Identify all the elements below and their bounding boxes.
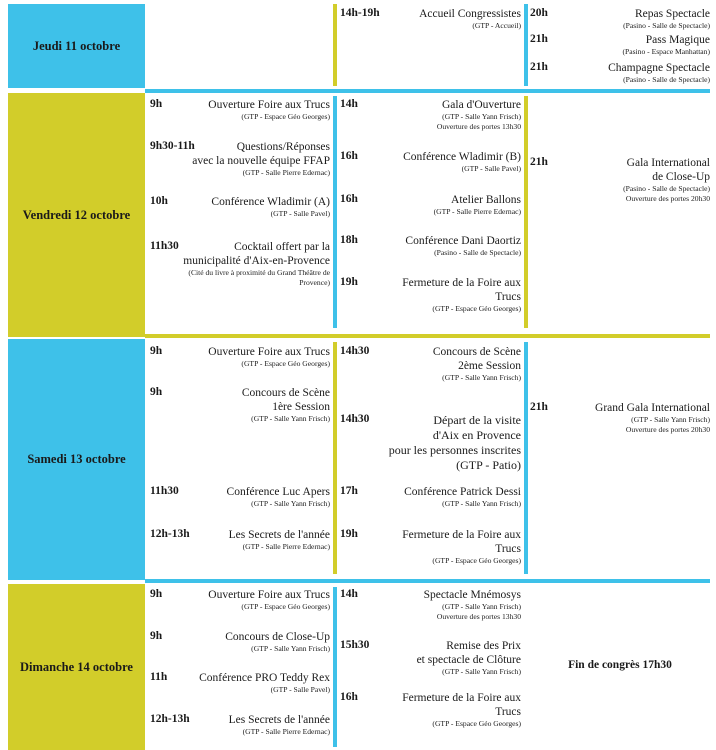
event-time: 21h <box>530 33 548 45</box>
event-location: (GTP - Salle Pierre Edernac) <box>242 727 330 736</box>
event <box>150 140 330 178</box>
event <box>530 658 710 672</box>
event <box>150 240 330 288</box>
event-time: 11h30 <box>150 485 179 497</box>
event-title: Accueil Congressistes <box>419 8 521 20</box>
event <box>530 401 710 435</box>
event-time: 9h30-11h <box>150 140 195 152</box>
event-title: Fermeture de la Foire aux Trucs <box>402 277 521 303</box>
event-location: (GTP - Salle Yann Frisch) Ouverture des portes 13h30 <box>436 602 521 621</box>
event-time: 20h <box>530 7 548 19</box>
event <box>340 276 521 314</box>
event-location: (GTP - Salle Pavel) <box>270 685 330 694</box>
event-location: (GTP - Salle Yann Frisch) <box>251 499 330 508</box>
event-location: (GTP - Espace Géo Georges) <box>241 602 330 611</box>
event-location: (Pasino - Salle de Spectacle) <box>434 248 521 257</box>
event-time: 14h30 <box>340 345 370 357</box>
event <box>150 345 330 369</box>
event-location: (Pasino - Espace Manhattan) <box>622 47 710 56</box>
event-title: Conférence Wladimir (B) <box>403 151 521 163</box>
separator-line <box>145 89 710 93</box>
event-title: Cocktail offert par la municipalité d'Aix-en-Provence <box>183 241 330 267</box>
event-location: (GTP - Salle Yann Frisch) <box>251 644 330 653</box>
event-location: (GTP - Espace Géo Georges) <box>432 304 521 313</box>
event-time: 11h30 <box>150 240 179 252</box>
event <box>150 630 330 654</box>
event-title: Remise des Prix et spectacle de Clôture <box>416 640 521 666</box>
event <box>150 713 330 737</box>
column-divider <box>524 96 528 328</box>
day-label-saturday: Samedi 13 octobre <box>8 339 145 580</box>
event-title: Conférence Wladimir (A) <box>211 196 330 208</box>
event-time: 9h <box>150 98 163 110</box>
event <box>530 61 710 85</box>
event-location: (Pasino - Salle de Spectacle) <box>623 21 710 30</box>
event-title: Grand Gala International <box>595 402 710 414</box>
separator-line <box>145 579 710 583</box>
event-location: (Pasino - Salle de Spectacle) Ouverture des portes 20h30 <box>623 184 710 203</box>
event-time: 19h <box>340 528 358 540</box>
event-location: (GTP - Accueil) <box>472 21 521 30</box>
event-title: Gala International de Close-Up <box>626 157 710 183</box>
event <box>150 98 330 122</box>
event <box>150 485 330 509</box>
event-time: 12h-13h <box>150 713 190 725</box>
event-title: Ouverture Foire aux Trucs <box>208 99 330 111</box>
event <box>340 7 521 31</box>
event-location: (Cité du livre à proximité du Grand Théâtre de Provence) <box>188 268 330 287</box>
event-time: 19h <box>340 276 358 288</box>
event <box>340 345 521 383</box>
event-location: (GTP - Espace Géo Georges) <box>241 112 330 121</box>
event <box>340 150 521 174</box>
event-location: (GTP - Salle Yann Frisch) <box>442 373 521 382</box>
day-label-friday: Vendredi 12 octobre <box>8 93 145 337</box>
event-location: (GTP - Espace Géo Georges) <box>432 719 521 728</box>
event-location: (GTP - Salle Yann Frisch) Ouverture des portes 13h30 <box>436 112 521 131</box>
event-title: Atelier Ballons <box>451 194 521 206</box>
event <box>340 485 521 509</box>
event-location: (GTP - Salle Pavel) <box>461 164 521 173</box>
event-time: 12h-13h <box>150 528 190 540</box>
event-time: 14h <box>340 98 358 110</box>
event-title: Repas Spectacle <box>634 8 710 20</box>
event-title: Départ de la visite d'Aix en Provence pour les personnes inscrites (GTP - Patio) <box>388 413 521 472</box>
event-location: (GTP - Espace Géo Georges) <box>432 556 521 565</box>
event-location: (GTP - Espace Géo Georges) <box>241 359 330 368</box>
event <box>340 528 521 566</box>
event-title: Conférence Patrick Dessi <box>404 486 521 498</box>
event-title: Les Secrets de l'année <box>228 529 330 541</box>
day-label-thursday: Jeudi 11 octobre <box>8 4 145 88</box>
event-time: 18h <box>340 234 358 246</box>
event <box>150 671 330 695</box>
event-time: 9h <box>150 588 163 600</box>
event-title: Conférence PRO Teddy Rex <box>199 672 330 684</box>
event-time: 14h <box>340 588 358 600</box>
column-divider <box>333 587 337 747</box>
event-title: Questions/Réponses avec la nouvelle équipe FFAP <box>192 141 330 167</box>
event-title: Fermeture de la Foire aux Trucs <box>402 692 521 718</box>
event-location: (GTP - Salle Pierre Edernac) <box>433 207 521 216</box>
event-location: (GTP - Salle Yann Frisch) Ouverture des portes 20h30 <box>625 415 710 434</box>
event-time: 9h <box>150 630 163 642</box>
day-label-sunday: Dimanche 14 octobre <box>8 584 145 750</box>
event <box>340 639 521 677</box>
column-divider <box>524 342 528 574</box>
event-title: Ouverture Foire aux Trucs <box>208 346 330 358</box>
event <box>340 691 521 729</box>
event <box>150 386 330 424</box>
event <box>150 195 330 219</box>
event-title: Les Secrets de l'année <box>228 714 330 726</box>
event <box>340 234 521 258</box>
column-divider <box>333 342 337 574</box>
event-title: Conférence Dani Daortiz <box>405 235 521 247</box>
event-time: 9h <box>150 345 163 357</box>
event-title: Concours de Close-Up <box>225 631 330 643</box>
event-title: Ouverture Foire aux Trucs <box>208 589 330 601</box>
event-location: (GTP - Salle Yann Frisch) <box>442 667 521 676</box>
event-location: (GTP - Salle Yann Frisch) <box>251 414 330 423</box>
event-title: Spectacle Mnémosys <box>423 589 521 601</box>
event-title: Fermeture de la Foire aux Trucs <box>402 529 521 555</box>
event-title: Pass Magique <box>645 34 710 46</box>
event-location: (GTP - Salle Pavel) <box>270 209 330 218</box>
event <box>530 7 710 31</box>
event <box>150 528 330 552</box>
event-time: 16h <box>340 193 358 205</box>
column-divider <box>524 4 528 86</box>
event-title: Gala d'Ouverture <box>441 99 521 111</box>
event-time: 17h <box>340 485 358 497</box>
event-time: 11h <box>150 671 168 683</box>
event <box>340 588 521 622</box>
event-time: 15h30 <box>340 639 370 651</box>
event-time: 21h <box>530 61 548 73</box>
event-title: Conférence Luc Apers <box>226 486 330 498</box>
event-location: (GTP - Salle Pierre Edernac) <box>242 168 330 177</box>
event-location: (GTP - Salle Pierre Edernac) <box>242 542 330 551</box>
event-time: 10h <box>150 195 168 207</box>
event-title: Champagne Spectacle <box>608 62 710 74</box>
event-title: Fin de congrès 17h30 <box>568 659 672 671</box>
event-time: 9h <box>150 386 163 398</box>
event <box>340 98 521 132</box>
event <box>340 413 521 473</box>
event-time: 14h-19h <box>340 7 380 19</box>
column-divider <box>333 96 337 328</box>
event-time: 21h <box>530 156 548 168</box>
event-title: Concours de Scène 1ère Session <box>241 387 330 413</box>
event-time: 16h <box>340 691 358 703</box>
event <box>530 156 710 204</box>
event-time: 14h30 <box>340 413 370 425</box>
event <box>150 588 330 612</box>
event-location: (GTP - Salle Yann Frisch) <box>442 499 521 508</box>
event-time: 21h <box>530 401 548 413</box>
event <box>340 193 521 217</box>
event <box>530 33 710 57</box>
column-divider <box>333 4 337 86</box>
event-location: (Pasino - Salle de Spectacle) <box>623 75 710 84</box>
separator-line <box>145 334 710 338</box>
event-time: 16h <box>340 150 358 162</box>
event-title: Concours de Scène 2ème Session <box>432 346 521 372</box>
